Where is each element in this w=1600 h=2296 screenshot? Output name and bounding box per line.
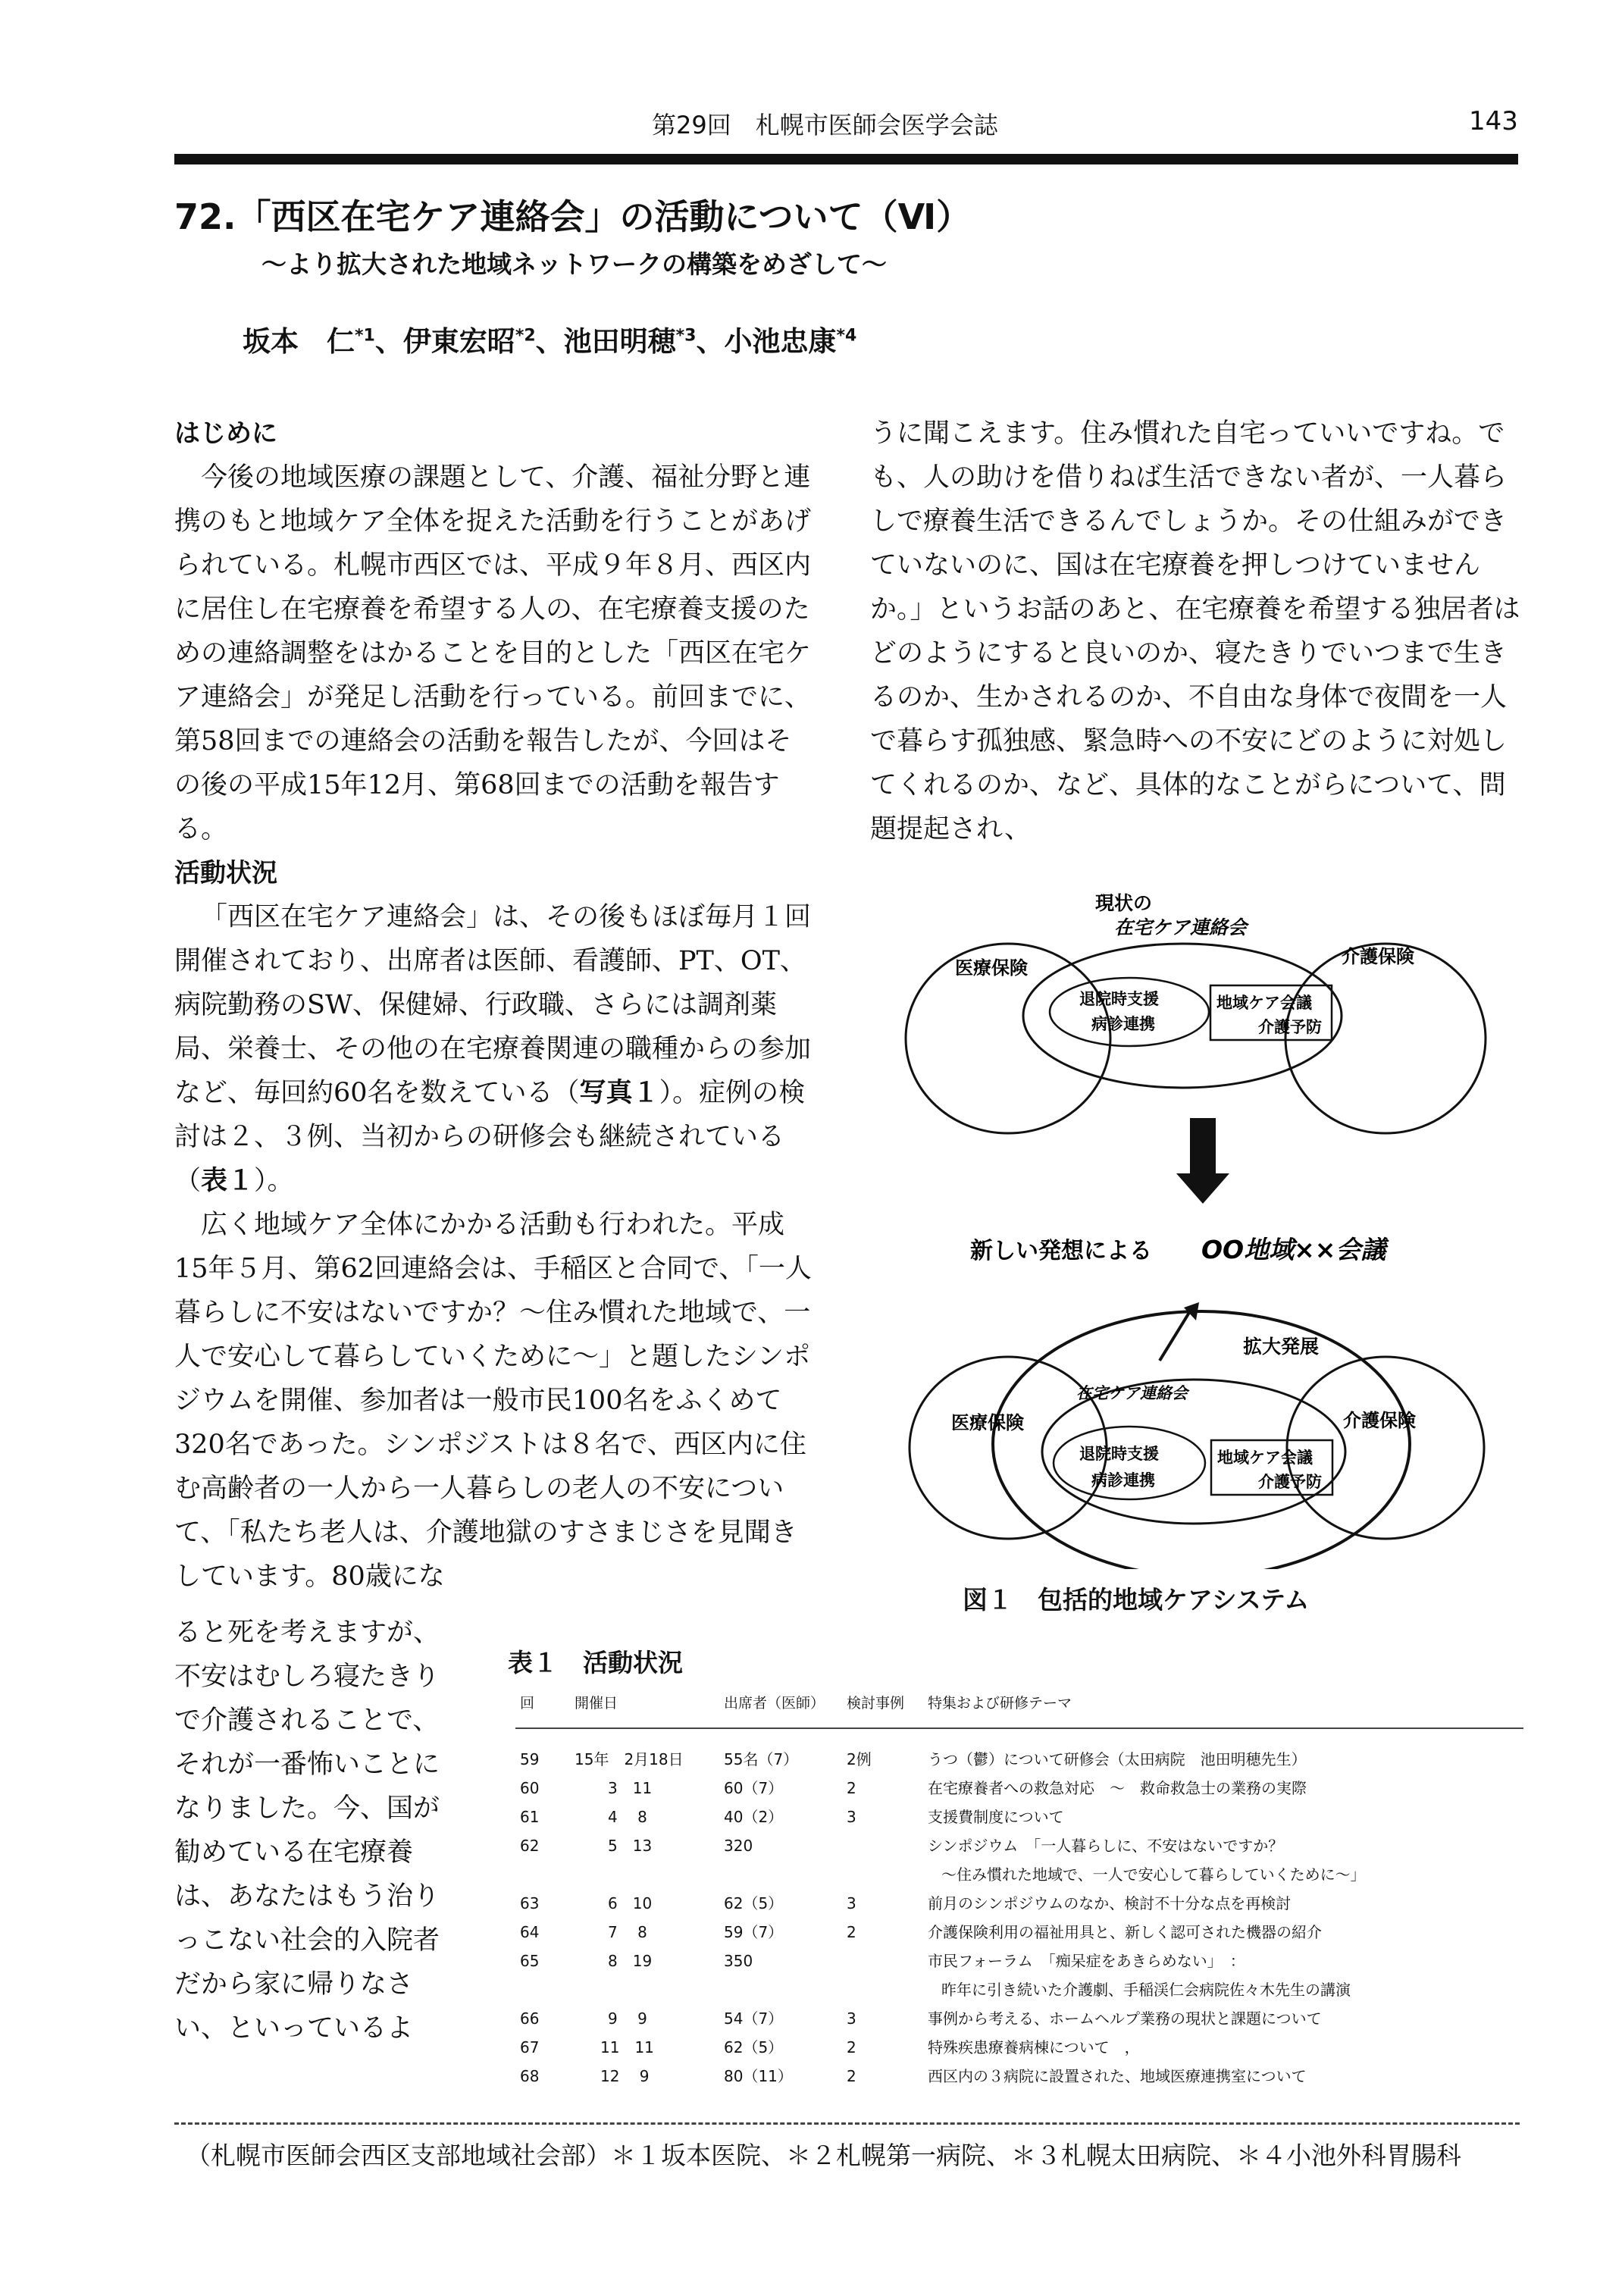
table-cell: 63 <box>520 1894 540 1912</box>
section-heading-intro: はじめに <box>174 418 277 449</box>
table-cell: 65 <box>520 1952 540 1970</box>
table-cell: 3 <box>847 1894 856 1912</box>
table-cell: 40（2） <box>724 1808 784 1826</box>
care-prevention-label-2: 介護予防 <box>1258 1473 1322 1491</box>
table-cell: 2 <box>847 1923 856 1941</box>
current-council-label: 在宅ケア連絡会 <box>1114 916 1248 938</box>
table-cell: 9 9 <box>608 2009 647 2028</box>
photo-reference: 写真１ <box>579 1078 659 1108</box>
care-insurance-circle <box>1285 944 1486 1133</box>
council-label-2: 在宅ケア連絡会 <box>1076 1384 1188 1402</box>
author-separator: 、 <box>535 325 564 358</box>
table-cell: 2 <box>847 2038 856 2056</box>
discharge-support-label-2: 退院時支援 <box>1079 1445 1159 1463</box>
table-cell: 2例 <box>842 1728 923 1774</box>
table-title: 表１ 活動状況 <box>508 1648 683 1677</box>
table-cell: 350 <box>724 1952 753 1970</box>
table-header-row <box>515 1689 1523 1728</box>
article-title: 72.「西区在宅ケア連絡会」の活動について（Ⅵ） <box>174 196 972 237</box>
page-number: 143 <box>1469 106 1518 136</box>
table-cell <box>842 1975 923 2004</box>
clinic-hospital-label: 病診連携 <box>1091 1015 1155 1033</box>
column-header: 開催日 <box>575 1695 618 1712</box>
narrow-column-text <box>174 1611 459 2050</box>
council-ellipse <box>1023 944 1342 1088</box>
table-cell: 54（7） <box>724 2009 784 2028</box>
table-row <box>515 2004 1523 2033</box>
table-row <box>515 1831 1523 1860</box>
table-cell: 60 <box>520 1779 540 1797</box>
author-mark: *3 <box>675 326 697 346</box>
table-cell: 59 <box>515 1728 570 1774</box>
table-cell: 3 <box>847 1808 856 1826</box>
author-mark: *1 <box>355 326 375 346</box>
continued-paragraph: うに聞こえます。住み慣れた自宅っていいですね。でも、人の助けを借りねば生活できない者が、一人暮らしで療養生活できるんでしょうか。その仕組みができていないのに、国は在宅療養を押しつけていませんか。」というお話のあと、在宅療養を希望する独居者はどのようにすると良いのか、寝たきりでいつまで生きるのか、生かされるのか、不自由な身体で夜間を一人で暮らす孤独感、緊急時への不安にどのように対処してくれるのか、など、具体的なことがらについて、問題提起され、 <box>870 418 1520 844</box>
discharge-support-label: 退院時支援 <box>1079 990 1159 1008</box>
table-row <box>515 2033 1523 2062</box>
arrow-down-icon <box>1190 1118 1216 1175</box>
table-cell: 11 11 <box>600 2038 654 2056</box>
table-cell: 66 <box>520 2009 540 2028</box>
table-row <box>515 1774 1523 1803</box>
table-cell: 12 9 <box>600 2067 650 2085</box>
care-meeting-label: 地域ケア会議 <box>1216 994 1312 1012</box>
author-name: 池田明穂 <box>563 325 676 358</box>
table-cell <box>719 1975 842 2004</box>
intro-paragraph: 今後の地域医療の課題として、介護、福祉分野と連携のもと地域ケア全体を捉えた活動を行うことがあげられている。札幌市西区では、平成９年８月、西区内に居住し在宅療養を希望する人の、在宅療養支援のための連絡調整をはかることを目的とした「西区在宅ケア連絡会」が発足し活動を行っている。前回までに、第58回までの連絡会の活動を報告したが、今回はその後の平成15年12月、第68回までの活動を報告する。 <box>174 462 812 844</box>
table-cell: 7 8 <box>608 1923 647 1941</box>
table-cell: 67 <box>520 2038 540 2056</box>
clinic-hospital-label-2: 病診連携 <box>1091 1471 1155 1489</box>
table-cell: うつ（鬱）について研修会（太田病院 池田明穂先生） <box>923 1728 1523 1774</box>
journal-header: 第29回 札幌市医師会医学会誌 <box>652 111 998 139</box>
author-separator: 、 <box>374 325 403 358</box>
table-cell: 特殊疾患療養病棟について ， <box>928 2038 1140 2056</box>
table-cell: 在宅療養者への救急対応 ～ 救命救急士の業務の実際 <box>928 1779 1307 1797</box>
table-cell <box>842 1831 923 1860</box>
table-row <box>515 1918 1523 1947</box>
table-cell: 59（7） <box>724 1923 784 1941</box>
table-cell: 西区内の３病院に設置された、地域医療連携室について <box>928 2067 1307 2085</box>
table-cell: 320 <box>724 1837 753 1855</box>
table-cell: 2 <box>847 1779 856 1797</box>
status-paragraph-1 <box>174 895 815 1203</box>
activity-table <box>515 1689 1523 2091</box>
author-name: 坂本 仁 <box>243 325 355 358</box>
author-name: 伊東宏昭 <box>402 325 515 358</box>
care-meeting-label-2: 地域ケア会議 <box>1217 1449 1313 1467</box>
table-cell: 62 <box>520 1837 540 1855</box>
status-text: ）。症例の検討は２、３例、当初からの研修会も継続されている（ <box>174 1078 806 1196</box>
expand-arrow-icon <box>1160 1311 1190 1361</box>
column-header: 検討事例 <box>847 1695 905 1712</box>
table-row <box>515 1803 1523 1831</box>
affiliation-footnote: （札幌市医師会西区支部地域社会部）＊１坂本医院、＊２札幌第一病院、＊３札幌太田病院、＊４小池外科胃腸科 <box>186 2141 1461 2170</box>
column-header: 特集および研修テーマ <box>928 1695 1072 1712</box>
table-cell: 昨年に引き続いた介護劇、手稲渓仁会病院佐々木先生の講演 <box>941 1981 1351 1999</box>
table-cell: 3 <box>847 2009 856 2028</box>
column-header: 回 <box>520 1695 535 1712</box>
status-paragraph-continued: ると死を考えますが、不安はむしろ寝たきりで介護されることで、それが一番怖いことになりました。今、国が勧めている在宅療養は、あなたはもう治りっこない社会的入院者だから家に帰りなさい、といっているよ <box>174 1618 440 2044</box>
table-cell: 64 <box>520 1923 540 1941</box>
column-header: 出席者（医師） <box>724 1695 825 1712</box>
table-cell <box>842 1947 923 1975</box>
table-row <box>515 1860 1523 1889</box>
table-row <box>515 2062 1523 2091</box>
table-cell: 3 11 <box>608 1779 653 1797</box>
table-row <box>515 1728 1523 1774</box>
table-cell: 62（5） <box>724 1894 784 1912</box>
table-cell: 5 13 <box>608 1837 653 1855</box>
table-cell: 介護保険利用の福祉用具と、新しく認可された機器の紹介 <box>928 1923 1322 1941</box>
author-mark: *4 <box>836 326 857 346</box>
table-cell: 62（5） <box>724 2038 784 2056</box>
table-cell: 60（7） <box>724 1779 784 1797</box>
current-label: 現状の <box>1095 892 1153 914</box>
table-reference: 表１ <box>201 1166 255 1196</box>
table-cell: 2 <box>847 2067 856 2085</box>
section-heading-status: 活動状況 <box>174 858 277 888</box>
author-separator: 、 <box>696 325 725 358</box>
table-cell: シンポジウム 「一人暮らしに、不安はないですか？ <box>928 1837 1284 1855</box>
table-cell: 61 <box>520 1808 540 1826</box>
table-cell: 市民フォーラム 「痴呆症をあきらめない」 ： <box>928 1952 1245 1970</box>
table-cell: 80（11） <box>724 2067 793 2085</box>
header-rule <box>174 154 1518 164</box>
table-cell <box>842 1860 923 1889</box>
table-cell <box>515 1975 570 2004</box>
table-cell <box>719 1860 842 1889</box>
new-council-label: OO地域××会議 <box>1201 1235 1386 1264</box>
table-cell: ～住み慣れた地域で、一人で安心して暮らしていくために～」 <box>941 1865 1366 1884</box>
care-prevention-label: 介護予防 <box>1258 1018 1322 1036</box>
left-column <box>174 412 815 1599</box>
community-care-diagram <box>902 887 1508 1569</box>
discharge-ellipse <box>1050 978 1209 1046</box>
table-cell: 支援費制度について <box>928 1808 1064 1826</box>
table-cell <box>570 1860 719 1889</box>
table-cell <box>515 1860 570 1889</box>
medical-insurance-label: 医療保険 <box>955 957 1028 979</box>
expansion-label: 拡大発展 <box>1243 1336 1320 1358</box>
table-row <box>515 1975 1523 2004</box>
status-text: ）。 <box>254 1166 294 1196</box>
status-text: 「西区在宅ケア連絡会」は、その後もほぼ毎月１回開催されており、出席者は医師、看護師、PT、OT、病院勤務のSW、保健婦、行政職、さらには調剤薬局、栄養士、その他の在宅療養関連の職種からの参加など、毎回約60名を数えている（ <box>174 902 812 1108</box>
right-column <box>870 412 1522 851</box>
medical-insurance-label-2: 医療保険 <box>951 1412 1024 1433</box>
arrow-down-head-icon <box>1176 1173 1229 1204</box>
care-insurance-label: 介護保険 <box>1342 946 1414 967</box>
table-cell: 6 10 <box>608 1894 653 1912</box>
table-cell: 前月のシンポジウムのなか、検討不十分な点を再検討 <box>928 1894 1292 1912</box>
table-cell: 68 <box>520 2067 540 2085</box>
table-cell: 4 8 <box>608 1808 647 1826</box>
table-cell: 15年 2月18日 <box>570 1728 719 1774</box>
footer-divider <box>174 2122 1520 2125</box>
care-insurance-label-2: 介護保険 <box>1343 1410 1416 1431</box>
table-cell: 8 19 <box>608 1952 653 1970</box>
author-list <box>243 318 856 359</box>
author-name: 小池忠康 <box>724 325 837 358</box>
figure-caption: 図１ 包括的地域ケアシステム <box>963 1585 1310 1615</box>
table-row <box>515 1947 1523 1975</box>
article-subtitle: ～より拡大された地域ネットワークの構築をめざして～ <box>261 249 887 279</box>
table-cell: 事例から考える、ホームヘルプ業務の現状と課題について <box>928 2009 1322 2028</box>
status-paragraph-2: 広く地域ケア全体にかかる活動も行われた。平成15年５月、第62回連絡会は、手稲区と合同で、「一人暮らしに不安はないですか？～住み慣れた地域で、一人で安心して暮らしていくために～」と題したシンポジウムを開催、参加者は一般市民100名をふくめて320名であった。シンポジストは８名で、西区内に住む高齢者の一人から一人暮らしの老人の不安について、「私たち老人は、介護地獄のすさまじさを見聞きしています。80歳にな <box>174 1210 812 1592</box>
author-mark: *2 <box>515 326 536 346</box>
table-cell <box>570 1975 719 2004</box>
new-idea-label: 新しい発想による <box>970 1238 1152 1264</box>
table-cell: 55名（7） <box>719 1728 842 1774</box>
table-row <box>515 1889 1523 1918</box>
